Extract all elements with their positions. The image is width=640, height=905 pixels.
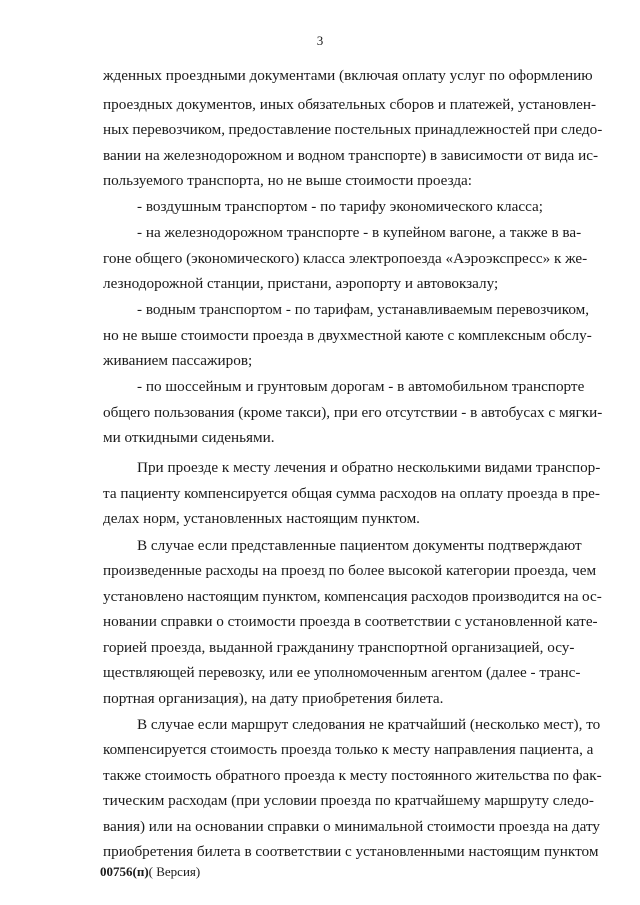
paragraph-start: В случае если представленные пациентом документы подтверждают [137, 537, 582, 554]
list-item: - на железнодорожном транспорте - в купейном вагоне, а также в ва- [137, 224, 582, 241]
text-line: новании справки о стоимости проезда в соответствии с установленной кате- [103, 613, 598, 630]
text-line: горией проезда, выданной гражданину транспортной организацией, осу- [103, 639, 575, 656]
text-line: приобретения билета в соответствии с установленными настоящим пунктом [103, 843, 599, 860]
text-line: гоне общего (экономического) класса электропоезда «Аэроэкспресс» к же- [103, 250, 588, 267]
text-line: лезнодорожной станции, пристани, аэропорту и автовокзалу; [103, 275, 499, 292]
text-line: произведенные расходы на проезд по более высокой категории проезда, чем [103, 562, 597, 579]
text-line: жденных проездными документами (включая оплату услуг по оформлению [103, 67, 593, 84]
version-label: ( Версия) [148, 864, 201, 879]
text-line: пользуемого транспорта, но не выше стоимости проезда: [103, 172, 473, 189]
list-item: - воздушным транспортом - по тарифу экономического класса; [137, 198, 543, 215]
list-item: - по шоссейным и грунтовым дорогам - в автомобильном транспорте [137, 378, 585, 395]
list-item: - водным транспортом - по тарифам, устанавливаемым перевозчиком, [137, 301, 590, 318]
document-code: 00756(п) [100, 864, 149, 879]
text-line: ществляющей перевозку, или ее уполномоченным агентом (далее - транс- [103, 664, 581, 681]
text-line: также стоимость обратного проезда к месту постоянного жительства по фак- [103, 767, 602, 784]
text-line: делах норм, установленных настоящим пунктом. [103, 510, 420, 527]
text-line: вания) или на основании справки о минимальной стоимости проезда на дату [103, 818, 600, 835]
paragraph-start: В случае если маршрут следования не кратчайший (несколько мест), то [137, 716, 601, 733]
text-line: ми откидными сиденьями. [103, 429, 275, 446]
text-line: вании на железнодорожном и водном транспорте) в зависимости от вида ис- [103, 147, 599, 164]
text-line: та пациенту компенсируется общая сумма расходов на оплату проезда в пре- [103, 485, 600, 502]
text-line: тическим расходам (при условии проезда по кратчайшему маршруту следо- [103, 792, 594, 809]
text-line: живанием пассажиров; [103, 352, 253, 369]
text-line: но не выше стоимости проезда в двухместной каюте с комплексным обслу- [103, 327, 592, 344]
text-line: компенсируется стоимость проезда только к месту направления пациента, а [103, 741, 594, 758]
text-line: проездных документов, иных обязательных сборов и платежей, установлен- [103, 96, 597, 113]
text-line: установлено настоящим пунктом, компенсация расходов производится на ос- [103, 588, 602, 605]
text-line: общего пользования (кроме такси), при его отсутствии - в автобусах с мягки- [103, 404, 603, 421]
paragraph-start: При проезде к месту лечения и обратно несколькими видами транспор- [137, 459, 601, 476]
text-line: портная организация), на дату приобретения билета. [103, 690, 444, 707]
document-footer [100, 864, 200, 880]
page-number: 3 [316, 33, 324, 48]
text-line: ных перевозчиком, предоставление постельных принадлежностей при следо- [103, 121, 603, 138]
